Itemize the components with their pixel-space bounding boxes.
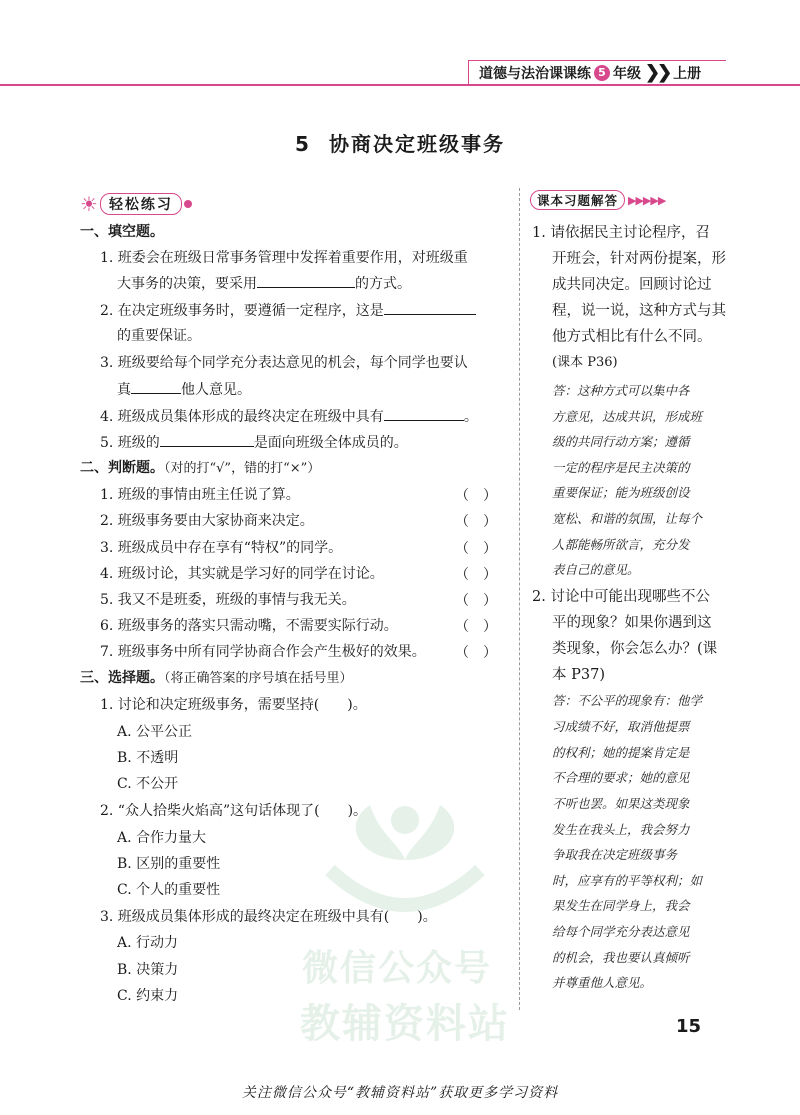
practice-badge: [80, 192, 192, 216]
textbook-a2-line: 并尊重他人意见。: [552, 975, 653, 990]
textbook-a2-line: 果发生在同学身上，我会: [552, 898, 690, 913]
answer-blank[interactable]: [160, 432, 254, 447]
section-heading-fill: 一、填空题。: [80, 224, 164, 240]
textbook-a1-line: 重要保证；能为班级创设: [552, 485, 690, 500]
lesson-number: 5: [295, 132, 311, 156]
judge-item: 7. 班级事务中所有同学协商合作会产生极好的效果。: [100, 644, 426, 660]
fill-q5: [100, 432, 408, 453]
lesson-title-text: 协商决定班级事务: [328, 132, 505, 156]
answer-parens[interactable]: （ ）: [455, 567, 497, 583]
fill-q2-line2: 的重要保证。: [117, 328, 201, 344]
running-header: [468, 60, 726, 84]
judge-item: 1. 班级的事情由班主任说了算。: [100, 487, 300, 503]
footer-notice: 关注微信公众号“教辅资料站”获取更多学习资料: [241, 1085, 559, 1101]
textbook-q2-line: 2. 讨论中可能出现哪些不公: [532, 589, 710, 605]
textbook-q1-line: 开班会，针对两份提案，形: [552, 251, 726, 267]
fill-q3-post: 他人意见。: [181, 382, 251, 398]
choice-q1: 1. 讨论和决定班级事务，需要坚持( )。: [100, 697, 367, 713]
lesson-title: [0, 128, 800, 157]
choice-option[interactable]: B. 不透明: [117, 750, 179, 766]
textbook-a2-line: 争取我在决定班级事务: [552, 847, 678, 862]
judge-item: 3. 班级成员中存在享有“特权”的同学。: [100, 540, 343, 556]
choice-heading-text: 三、选择题。: [80, 670, 164, 686]
fill-q2-pre: 2. 在决定班级事务时，要遵循一定程序，这是: [100, 303, 384, 319]
section-heading-judge: [80, 458, 320, 479]
judge-item: 6. 班级事务的落实只需动嘴，不需要实际行动。: [100, 618, 398, 634]
fill-q1-line2: [117, 273, 411, 294]
textbook-q2-line: 平的现象？如果你遇到这: [552, 615, 712, 631]
answer-parens[interactable]: （ ）: [455, 593, 497, 609]
fill-q5-post: 是面向班级全体成员的。: [253, 435, 408, 451]
answer-parens[interactable]: （ ）: [455, 514, 497, 530]
choice-option[interactable]: A. 行动力: [117, 935, 179, 951]
sun-icon: ☀: [80, 192, 98, 216]
fill-q1-post: 的方式。: [355, 276, 411, 292]
header-rule: [0, 84, 800, 86]
textbook-q2-line: 类现象，你会怎么办？(课: [552, 641, 718, 657]
textbook-q1-ref: (课本 P36): [552, 355, 618, 370]
choice-option[interactable]: C. 约束力: [117, 988, 179, 1004]
textbook-q1-line: 1. 请依据民主讨论程序，召: [532, 225, 710, 241]
judge-heading-text: 二、判断题。: [80, 460, 164, 476]
textbook-a1-line: 人都能畅所欲言，充分发: [552, 537, 690, 552]
answer-blank[interactable]: [257, 273, 355, 288]
textbook-a1-line: 宽松、和谐的氛围，让每个: [552, 511, 703, 526]
section-heading-choice: [80, 668, 353, 689]
textbook-q1-line: 他方式相比有什么不同。: [552, 329, 712, 345]
fill-q1-pre: 大事务的决策，要采用: [117, 276, 257, 292]
textbook-a1-line: 方意见，达成共识，形成班: [552, 409, 703, 424]
book-title: 道德与法治课课练: [479, 65, 591, 82]
answer-parens[interactable]: （ ）: [455, 488, 497, 504]
choice-option[interactable]: B. 区别的重要性: [117, 856, 221, 872]
fill-q2-line1: [100, 300, 476, 321]
answer-blank[interactable]: [131, 379, 181, 394]
answer-blank[interactable]: [384, 406, 464, 421]
fill-q1-line1: 1. 班委会在班级日常事务管理中发挥着重要作用，对班级重: [100, 250, 468, 266]
textbook-a2-line: 的机会，我也要认真倾听: [552, 950, 690, 965]
fill-q4-post: 。: [463, 409, 478, 425]
fill-q5-pre: 5. 班级的: [100, 435, 160, 451]
choice-note: （将正确答案的序号填在括号里）: [164, 671, 353, 686]
textbook-a2-line: 发生在我头上，我会努力: [552, 822, 690, 837]
choice-q2: 2. “众人拾柴火焰高”这句话体现了( )。: [100, 803, 368, 819]
grade-badge: 5: [594, 65, 610, 81]
textbook-badge: [530, 190, 665, 210]
arrows-icon: ▶▶▶▶▶: [628, 193, 666, 207]
textbook-label: 课本习题解答: [530, 190, 625, 210]
judge-item: 2. 班级事务要由大家协商来决定。: [100, 513, 314, 529]
textbook-q1-line: 成共同决定。回顾讨论过: [552, 277, 712, 293]
watermark-text-1: 微信公众号: [302, 948, 493, 989]
column-divider: [519, 188, 520, 1010]
choice-option[interactable]: C. 个人的重要性: [117, 882, 221, 898]
textbook-a1-line: 级的共同行动方案；遵循: [552, 434, 690, 449]
choice-option[interactable]: C. 不公开: [117, 776, 179, 792]
textbook-a2-line: 答：不公平的现象有：他学: [552, 693, 703, 708]
textbook-a2-line: 不听也罢。如果这类现象: [552, 796, 690, 811]
choice-option[interactable]: A. 合作力量大: [117, 830, 207, 846]
header-arrows-icon: ❯❯: [645, 62, 670, 83]
textbook-a1-line: 表自己的意见。: [552, 562, 640, 577]
choice-option[interactable]: A. 公平公正: [117, 724, 193, 740]
judge-note: （对的打“√”，错的打“×”）: [164, 461, 321, 476]
practice-label: 轻松练习: [100, 193, 182, 215]
textbook-a2-line: 给每个同学充分表达意见: [552, 924, 690, 939]
answer-parens[interactable]: （ ）: [455, 619, 497, 635]
badge-dot: [184, 200, 192, 208]
fill-q4-pre: 4. 班级成员集体形成的最终决定在班级中具有: [100, 409, 384, 425]
judge-item: 4. 班级讨论，其实就是学习好的同学在讨论。: [100, 566, 384, 582]
textbook-a1-line: 一定的程序是民主决策的: [552, 460, 690, 475]
textbook-a2-line: 时，应享有的平等权利；如: [552, 873, 703, 888]
textbook-a1-line: 答：这种方式可以集中各: [552, 383, 690, 398]
page-number: 15: [676, 1016, 702, 1037]
term-label: 上册: [673, 65, 702, 82]
answer-blank[interactable]: [384, 300, 476, 315]
fill-q3-line2: [117, 379, 251, 400]
textbook-a2-line: 的权利；她的提案肯定是: [552, 745, 690, 760]
textbook-q2-line: 本 P37): [552, 667, 605, 683]
fill-q3-pre: 真: [117, 382, 131, 398]
watermark-text-2: 教辅资料站: [300, 1001, 510, 1047]
answer-parens[interactable]: （ ）: [455, 541, 497, 557]
choice-q3: 3. 班级成员集体形成的最终决定在班级中具有( )。: [100, 909, 437, 925]
answer-parens[interactable]: （ ）: [455, 645, 497, 661]
grade-label: 年级: [613, 65, 641, 82]
choice-option[interactable]: B. 决策力: [117, 962, 179, 978]
textbook-a2-line: 不合理的要求；她的意见: [552, 770, 690, 785]
textbook-a2-line: 习成绩不好，取消他提票: [552, 719, 690, 734]
judge-item: 5. 我又不是班委，班级的事情与我无关。: [100, 592, 356, 608]
textbook-q1-line: 程，说一说，这种方式与其: [552, 303, 726, 319]
fill-q4: [100, 406, 478, 427]
fill-q3-line1: 3. 班级要给每个同学充分表达意见的机会，每个同学也要认: [100, 355, 468, 371]
